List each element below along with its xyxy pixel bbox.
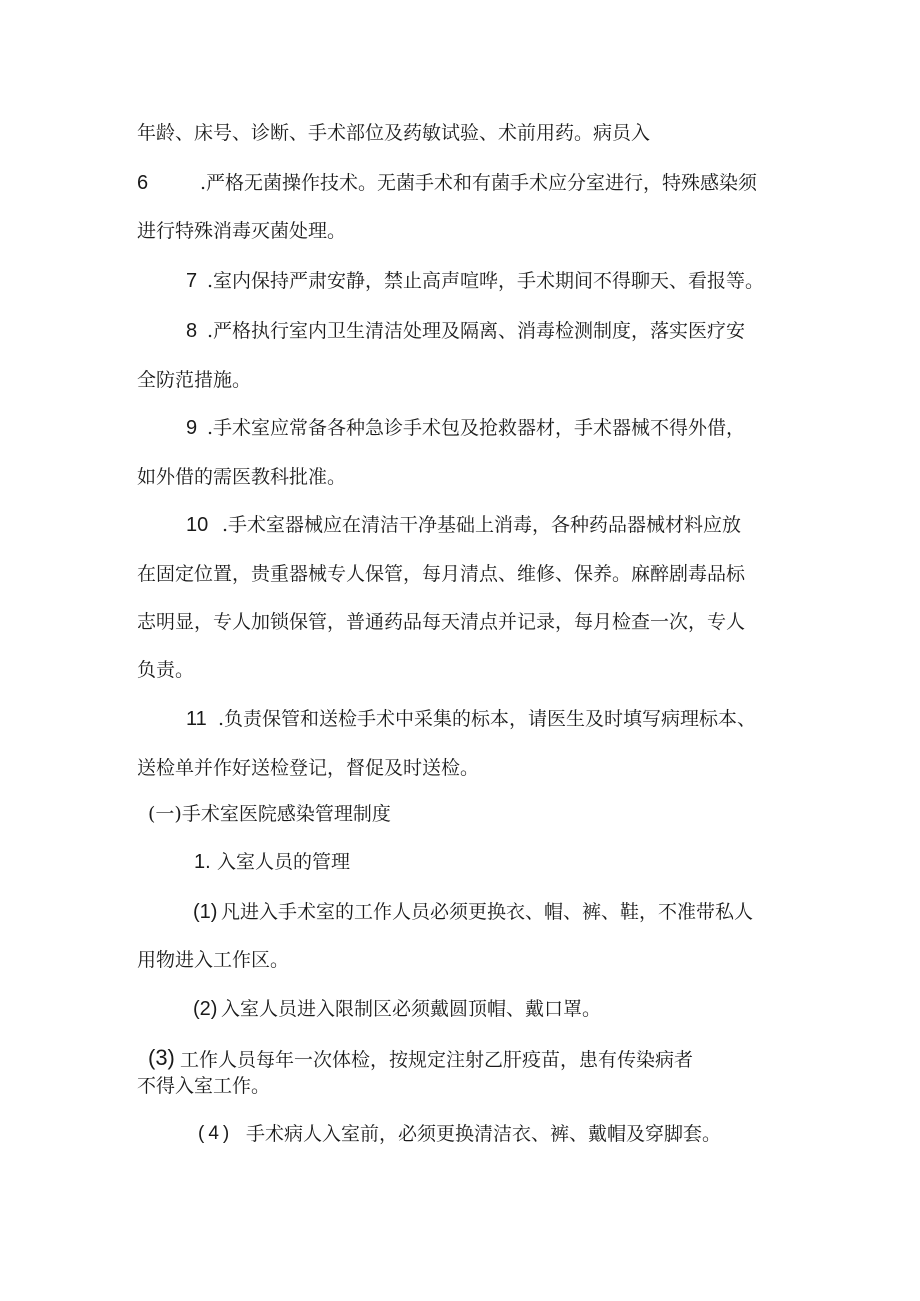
item-10-text-cont-3: 负责。 [137, 659, 195, 681]
item-9-text-cont: 如外借的需医教科批准。 [137, 466, 347, 488]
item-11-number: 11 [186, 708, 207, 730]
item-6-text: .严格无菌操作技术。无菌手术和有菌手术应分室进行，特殊感染须 [200, 172, 758, 194]
item-6-text-cont: 进行特殊消毒灭菌处理。 [137, 220, 347, 242]
item-7-number: 7 [186, 270, 198, 292]
subsection-number: 1. [194, 851, 211, 873]
rule-4-text: 手术病人入室前，必须更换清洁衣、裤、戴帽及穿脚套。 [246, 1123, 722, 1145]
rule-1-text-cont: 用物进入工作区。 [137, 949, 290, 971]
item-8-text: .严格执行室内卫生清洁处理及隔离、消毒检测制度，落实医疗安 [207, 320, 746, 342]
rule-4-number: (4) [198, 1123, 234, 1144]
subsection-title: 入室人员的管理 [217, 851, 351, 873]
rule-2-text: 入室人员进入限制区必须戴圆顶帽、戴口罩。 [221, 998, 602, 1020]
rule-3-text: 工作人员每年一次体检，按规定注射乙肝疫苗，患有传染病者 [180, 1049, 694, 1071]
item-11-text-cont: 送检单并作好送检登记，督促及时送检。 [137, 757, 480, 779]
rule-3-number: (3) [148, 1045, 175, 1070]
rule-3-text-cont: 不得入室工作。 [137, 1075, 271, 1097]
item-9-text: .手术室应常备各种急诊手术包及抢救器材，手术器械不得外借， [207, 417, 746, 439]
section-heading: (一)手术室医院感染管理制度 [148, 803, 391, 825]
item-10-text-cont-1: 在固定位置，贵重器械专人保管，每月清点、维修、保养。麻醉剧毒品标 [137, 563, 746, 585]
item-9-number: 9 [186, 417, 198, 439]
line-1: 年龄、床号、诊断、手术部位及药敏试验、术前用药。病员入 [137, 122, 651, 144]
item-8-text-cont: 全防范措施。 [137, 369, 252, 391]
item-8-number: 8 [186, 320, 198, 342]
rule-2-number: (2) [193, 998, 218, 1020]
item-10-text: .手术室器械应在清洁干净基础上消毒，各种药品器械材料应放 [222, 514, 742, 536]
rule-1-number: (1) [193, 901, 218, 923]
rule-1-text: 凡进入手术室的工作人员必须更换衣、帽、裤、鞋，不准带私人 [221, 901, 754, 923]
item-7-text: .室内保持严肃安静，禁止高声喧哗，手术期间不得聊天、看报等。 [207, 270, 765, 292]
item-11-text: .负责保管和送检手术中采集的标本，请医生及时填写病理标本、 [218, 708, 757, 730]
item-6-number: 6 [137, 172, 149, 194]
item-10-text-cont-2: 志明显，专人加锁保管，普通药品每天清点并记录，每月检查一次，专人 [137, 611, 746, 633]
item-10-number: 10 [186, 514, 209, 536]
